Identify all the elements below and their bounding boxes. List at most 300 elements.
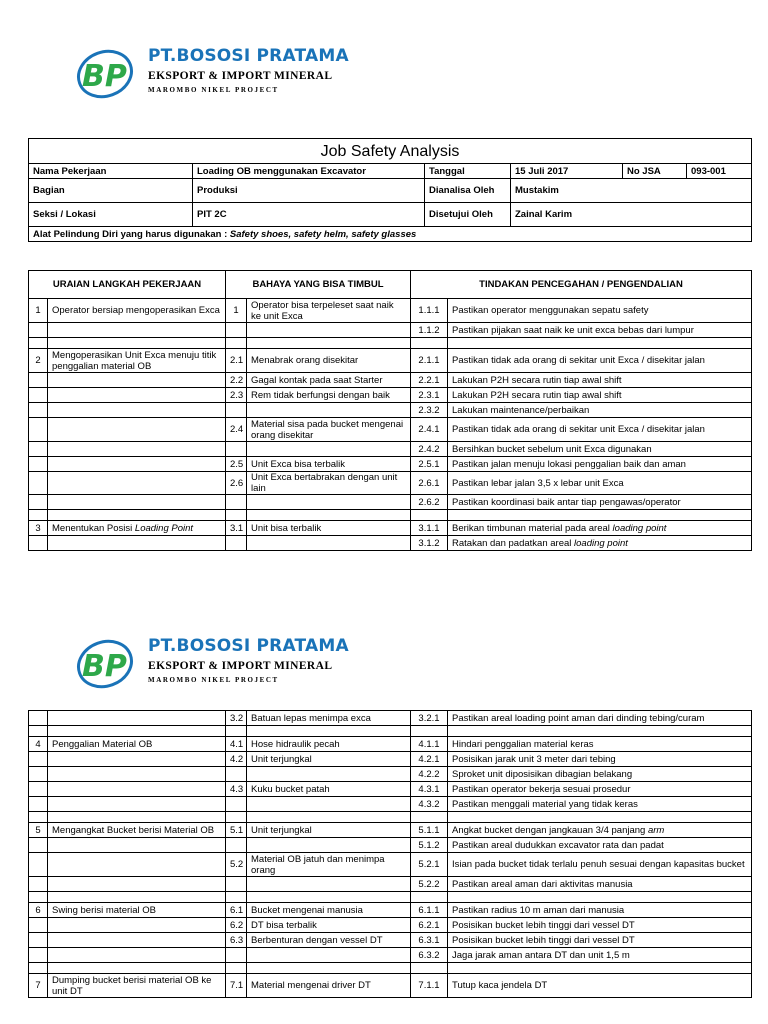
table-row [29, 299, 752, 323]
table-row [29, 373, 752, 388]
action-number [411, 752, 448, 767]
empty-cell [48, 963, 226, 974]
table-row [29, 442, 752, 457]
hazard-description [247, 737, 411, 752]
step-description [48, 853, 226, 877]
action-description-italic-text: loading point [574, 537, 628, 549]
hazard-number-text: 5.1 [230, 824, 244, 836]
table-row [29, 948, 752, 963]
hazard-description [247, 403, 411, 418]
action-number-text: 1.1.1 [418, 305, 440, 316]
action-number [411, 903, 448, 918]
hazard-number [226, 838, 247, 853]
hazard-number-text: 2.4 [230, 424, 244, 435]
step-number [29, 782, 48, 797]
label-no-jsa: No JSA [623, 164, 687, 179]
hazard-number-text: 2.5 [230, 458, 244, 470]
hazard-description [247, 918, 411, 933]
jsa-steps-table-page-2 [28, 710, 752, 998]
empty-cell [411, 510, 448, 521]
action-description-text: Pastikan operator menggunakan sepatu safety [452, 305, 649, 316]
step-description [48, 933, 226, 948]
hazard-description-text: Unit terjungkal [251, 824, 312, 836]
table-row [29, 472, 752, 495]
hazard-number-text: 6.1 [230, 904, 244, 916]
action-description [448, 711, 752, 726]
table-row [29, 737, 752, 752]
step-description [48, 711, 226, 726]
step-number [29, 711, 48, 726]
table-row [29, 853, 752, 877]
action-description [448, 903, 752, 918]
hazard-number-text: 2.6 [230, 477, 244, 489]
action-description [448, 521, 752, 536]
hazard-description-text: DT bisa terbalik [251, 919, 317, 931]
company-logo-icon [76, 636, 134, 692]
step-description [48, 403, 226, 418]
jsa-steps-table-page-1 [28, 270, 752, 551]
hazard-description [247, 472, 411, 495]
action-number-text: 2.4.1 [418, 424, 440, 435]
action-number-text: 5.2.2 [418, 878, 440, 890]
action-description-text: Pastikan lebar jalan 3,5 x lebar unit Exca [452, 477, 624, 489]
action-description [448, 442, 752, 457]
spacer-row [29, 892, 752, 903]
empty-cell [247, 510, 411, 521]
hazard-number [226, 877, 247, 892]
step-description [48, 767, 226, 782]
action-number-text: 2.5.1 [418, 458, 440, 470]
hazard-number [226, 457, 247, 472]
hazard-number-text: 4.3 [230, 783, 244, 795]
empty-cell [226, 338, 247, 349]
table-row [29, 418, 752, 442]
hazard-number [226, 853, 247, 877]
hazard-number [226, 349, 247, 373]
project-name: MAROMBO NIKEL PROJECT [148, 86, 279, 94]
hazard-description-text: Unit bisa terbalik [251, 522, 322, 534]
action-number-text: 5.1.1 [418, 824, 440, 836]
empty-cell [48, 726, 226, 737]
action-number-text: 5.1.2 [418, 839, 440, 851]
hazard-number [226, 711, 247, 726]
empty-cell [29, 963, 48, 974]
hazard-description [247, 521, 411, 536]
spacer-row [29, 812, 752, 823]
action-number [411, 853, 448, 877]
value-no-jsa: 093-001 [687, 164, 752, 179]
empty-cell [411, 892, 448, 903]
table-row [29, 521, 752, 536]
action-number [411, 442, 448, 457]
action-number [411, 418, 448, 442]
step-description-italic-text: Loading Point [134, 522, 194, 534]
hazard-description [247, 767, 411, 782]
action-number-text: 6.2.1 [418, 919, 440, 931]
empty-cell [448, 510, 752, 521]
empty-cell [29, 510, 48, 521]
action-description-text: Jaga jarak aman antara DT dan unit 1,5 m [452, 949, 630, 961]
empty-cell [411, 963, 448, 974]
step-description-text: Operator bersiap mengoperasikan Exca [52, 305, 220, 316]
step-description [48, 737, 226, 752]
empty-cell [226, 726, 247, 737]
action-description [448, 495, 752, 510]
hazard-number [226, 823, 247, 838]
table-row [29, 752, 752, 767]
action-number [411, 472, 448, 495]
hazard-number [226, 418, 247, 442]
hazard-description [247, 418, 411, 442]
step-number [29, 933, 48, 948]
table-row [29, 349, 752, 373]
step-description [48, 323, 226, 338]
action-number [411, 918, 448, 933]
action-description [448, 373, 752, 388]
hazard-description-text: Unit Exca bisa terbalik [251, 458, 345, 470]
table-row [29, 403, 752, 418]
step-number [29, 737, 48, 752]
action-description-text: Sproket unit diposisikan dibagian belakang [452, 768, 633, 780]
hazard-description [247, 442, 411, 457]
empty-cell [226, 963, 247, 974]
step-description-text: Menentukan Posisi [52, 522, 135, 534]
svg-text:BP: BP [82, 649, 127, 684]
project-name: MAROMBO NIKEL PROJECT [148, 676, 279, 684]
action-description [448, 323, 752, 338]
hazard-number [226, 495, 247, 510]
hazard-description-text: Rem tidak berfungsi dengan baik [251, 389, 390, 401]
action-description-italic-text: loading point [612, 522, 667, 534]
action-number [411, 373, 448, 388]
action-description-text: Lakukan P2H secara rutin tiap awal shift [452, 389, 622, 401]
step-description-text: Dumping bucket berisi material OB ke unit DT [52, 974, 212, 997]
action-description [448, 737, 752, 752]
step-number [29, 442, 48, 457]
action-description-text: Pastikan jalan menuju lokasi penggalian baik dan aman [452, 458, 686, 470]
step-number [29, 877, 48, 892]
action-description-italic-text: arm [647, 824, 665, 836]
table-row [29, 838, 752, 853]
step-number [29, 403, 48, 418]
action-number-text: 6.3.1 [418, 934, 440, 946]
action-number-text: 1.1.2 [418, 324, 440, 336]
empty-cell [411, 812, 448, 823]
action-number-text: 4.2.2 [418, 768, 440, 780]
action-number-text: 4.3.2 [418, 798, 440, 810]
apd-value: Safety shoes, safety helm, safety glasses [229, 228, 417, 240]
step-description [48, 457, 226, 472]
hazard-number-text: 6.2 [230, 919, 244, 931]
action-description-text: Pastikan operator bekerja sesuai prosedur [452, 783, 631, 795]
value-tanggal: 15 Juli 2017 [511, 164, 623, 179]
empty-cell [247, 726, 411, 737]
hazard-description [247, 948, 411, 963]
hazard-description-text: Unit Exca bertabrakan dengan unit lain [251, 472, 398, 494]
action-description [448, 752, 752, 767]
company-name: PT.BOSOSI PRATAMA [148, 46, 349, 66]
step-number [29, 853, 48, 877]
company-name: PT.BOSOSI PRATAMA [148, 636, 349, 656]
step-description [48, 495, 226, 510]
hazard-description [247, 373, 411, 388]
hazard-description-text: Unit terjungkal [251, 753, 312, 765]
step-number [29, 521, 48, 536]
action-number [411, 877, 448, 892]
value-dianalisa: Mustakim [511, 179, 752, 203]
hazard-description-text: Batuan lepas menimpa exca [251, 712, 371, 724]
action-number-text: 3.2.1 [418, 712, 440, 724]
jsa-title: Job Safety Analysis [29, 139, 752, 164]
table-row [29, 918, 752, 933]
hazard-number [226, 521, 247, 536]
col-header-tindakan: TINDAKAN PENCEGAHAN / PENGENDALIAN [411, 271, 752, 299]
hazard-number-text: 3.2 [230, 712, 244, 724]
step-description [48, 418, 226, 442]
apd-row [29, 227, 752, 242]
step-description [48, 752, 226, 767]
value-bagian: Produksi [193, 179, 425, 203]
step-number-text: 1 [35, 305, 41, 316]
step-number-text: 3 [35, 522, 41, 534]
action-number-text: 6.1.1 [418, 904, 440, 916]
table-row [29, 974, 752, 998]
step-description [48, 823, 226, 838]
hazard-number [226, 323, 247, 338]
hazard-number [226, 752, 247, 767]
hazard-description [247, 797, 411, 812]
empty-cell [48, 892, 226, 903]
action-description-text: Pastikan areal dudukkan excavator rata dan padat [452, 839, 664, 851]
step-number-text: 5 [35, 824, 41, 836]
action-number-text: 2.2.1 [418, 374, 440, 386]
step-number [29, 472, 48, 495]
table-row [29, 823, 752, 838]
action-number [411, 782, 448, 797]
action-number-text: 2.3.1 [418, 389, 440, 401]
hazard-number [226, 442, 247, 457]
hazard-description [247, 388, 411, 403]
hazard-description [247, 903, 411, 918]
action-description-text: Pastikan radius 10 m aman dari manusia [452, 904, 625, 916]
empty-cell [226, 892, 247, 903]
step-description-text: Mengoperasikan Unit Exca menuju titik penggalian material OB [52, 349, 217, 372]
action-number-text: 3.1.2 [418, 537, 440, 549]
step-number-text: 6 [35, 904, 41, 916]
action-number-text: 5.2.1 [418, 859, 440, 870]
table-row [29, 782, 752, 797]
empty-cell [448, 338, 752, 349]
action-number [411, 767, 448, 782]
table-row [29, 711, 752, 726]
table-row [29, 903, 752, 918]
label-dianalisa: Dianalisa Oleh [425, 179, 511, 203]
hazard-number [226, 797, 247, 812]
hazard-number [226, 536, 247, 551]
hazard-description [247, 536, 411, 551]
hazard-number [226, 767, 247, 782]
hazard-description [247, 853, 411, 877]
hazard-number [226, 299, 247, 323]
hazard-number [226, 918, 247, 933]
action-description-text: Angkat bucket dengan jangkauan 3/4 panjang [452, 824, 648, 836]
value-disetujui: Zainal Karim [511, 203, 752, 227]
action-number [411, 823, 448, 838]
action-description [448, 403, 752, 418]
action-description-text: Tutup kaca jendela DT [452, 980, 548, 991]
hazard-number [226, 974, 247, 998]
step-description-text: Penggalian Material OB [52, 738, 153, 750]
action-description [448, 838, 752, 853]
hazard-number-text: 2.3 [230, 389, 244, 401]
step-number [29, 388, 48, 403]
hazard-description-text: Gagal kontak pada saat Starter [251, 374, 383, 386]
empty-cell [247, 338, 411, 349]
action-number [411, 711, 448, 726]
action-description-text: Pastikan tidak ada orang di sekitar unit Exca / disekitar jalan [452, 424, 705, 435]
action-description-text: Pastikan tidak ada orang di sekitar unit Exca / disekitar jalan [452, 355, 705, 366]
action-description-text: Lakukan P2H secara rutin tiap awal shift [452, 374, 622, 386]
action-number [411, 536, 448, 551]
step-number-text: 2 [35, 355, 41, 366]
hazard-description [247, 457, 411, 472]
action-description [448, 974, 752, 998]
action-description-text: Posisikan bucket lebih tinggi dari vessel DT [452, 934, 635, 946]
action-number-text: 6.3.2 [418, 949, 440, 961]
step-description [48, 838, 226, 853]
action-description [448, 349, 752, 373]
empty-cell [226, 510, 247, 521]
empty-cell [448, 812, 752, 823]
steps-body-page-2 [29, 711, 752, 998]
action-description [448, 388, 752, 403]
hazard-number-text: 6.3 [230, 934, 244, 946]
step-description-text: Swing berisi material OB [52, 904, 157, 916]
spacer-row [29, 338, 752, 349]
step-description [48, 472, 226, 495]
hazard-description [247, 323, 411, 338]
action-description [448, 797, 752, 812]
table-row [29, 457, 752, 472]
action-description-text: Pastikan menggali material yang tidak keras [452, 798, 638, 810]
label-tanggal: Tanggal [425, 164, 511, 179]
label-disetujui: Disetujui Oleh [425, 203, 511, 227]
hazard-number-text: 2.2 [230, 374, 244, 386]
hazard-description-text: Material mengenai driver DT [251, 980, 371, 991]
empty-cell [448, 726, 752, 737]
hazard-number [226, 472, 247, 495]
label-bagian: Bagian [29, 179, 193, 203]
action-description-text: Bersihkan bucket sebelum unit Exca digunakan [452, 443, 652, 455]
table-row [29, 797, 752, 812]
step-description [48, 299, 226, 323]
action-description [448, 853, 752, 877]
hazard-description [247, 752, 411, 767]
action-description [448, 918, 752, 933]
empty-cell [29, 812, 48, 823]
step-number [29, 495, 48, 510]
action-description [448, 767, 752, 782]
hazard-number [226, 903, 247, 918]
table-row [29, 933, 752, 948]
hazard-description-text: Material sisa pada bucket mengenai orang disekitar [251, 418, 404, 441]
step-number [29, 823, 48, 838]
action-number-text: 2.1.1 [418, 355, 440, 366]
hazard-description [247, 782, 411, 797]
step-number [29, 349, 48, 373]
table-row [29, 323, 752, 338]
action-description-text: Hindari penggalian material keras [452, 738, 594, 750]
step-description [48, 948, 226, 963]
jsa-info-table [28, 138, 752, 242]
action-number [411, 349, 448, 373]
table-row [29, 495, 752, 510]
empty-cell [411, 338, 448, 349]
hazard-description-text: Kuku bucket patah [251, 783, 330, 795]
empty-cell [448, 963, 752, 974]
hazard-description [247, 877, 411, 892]
step-number [29, 457, 48, 472]
action-description-text: Pastikan areal loading point aman dari dinding tebing/curam [452, 712, 705, 724]
action-number [411, 737, 448, 752]
action-number-text: 2.3.2 [418, 404, 440, 416]
empty-cell [448, 892, 752, 903]
hazard-description [247, 933, 411, 948]
empty-cell [48, 812, 226, 823]
step-description [48, 349, 226, 373]
empty-cell [247, 812, 411, 823]
action-number [411, 323, 448, 338]
action-description-text: Lakukan maintenance/perbaikan [452, 404, 590, 416]
action-number [411, 388, 448, 403]
hazard-description [247, 711, 411, 726]
step-number [29, 536, 48, 551]
hazard-number-text: 5.2 [230, 859, 244, 870]
step-description [48, 918, 226, 933]
step-description [48, 877, 226, 892]
hazard-description-text: Berbenturan dengan vessel DT [251, 934, 383, 946]
step-number [29, 373, 48, 388]
action-number [411, 457, 448, 472]
step-description [48, 974, 226, 998]
apd-label: Alat Pelindung Diri yang harus digunakan : [33, 228, 228, 240]
empty-cell [247, 963, 411, 974]
company-tagline: EKSPORT & IMPORT MINERAL [148, 70, 333, 82]
hazard-description-text: Menabrak orang disekitar [251, 355, 359, 366]
company-tagline: EKSPORT & IMPORT MINERAL [148, 660, 333, 672]
step-description [48, 388, 226, 403]
action-number [411, 495, 448, 510]
hazard-number-text: 4.1 [230, 738, 244, 750]
hazard-number [226, 373, 247, 388]
step-number [29, 797, 48, 812]
hazard-description [247, 823, 411, 838]
action-number [411, 948, 448, 963]
value-seksi: PIT 2C [193, 203, 425, 227]
step-number-text: 4 [35, 738, 41, 750]
empty-cell [29, 726, 48, 737]
hazard-description-text: Bucket mengenai manusia [251, 904, 363, 916]
empty-cell [247, 892, 411, 903]
action-description-text: Berikan timbunan material pada areal [452, 522, 613, 534]
hazard-description [247, 299, 411, 323]
action-number-text: 4.3.1 [418, 783, 440, 795]
hazard-number [226, 403, 247, 418]
hazard-number [226, 388, 247, 403]
table-row [29, 877, 752, 892]
action-description-text: Pastikan areal aman dari aktivitas manusia [452, 878, 633, 890]
hazard-description-text: Hose hidraulik pecah [251, 738, 340, 750]
